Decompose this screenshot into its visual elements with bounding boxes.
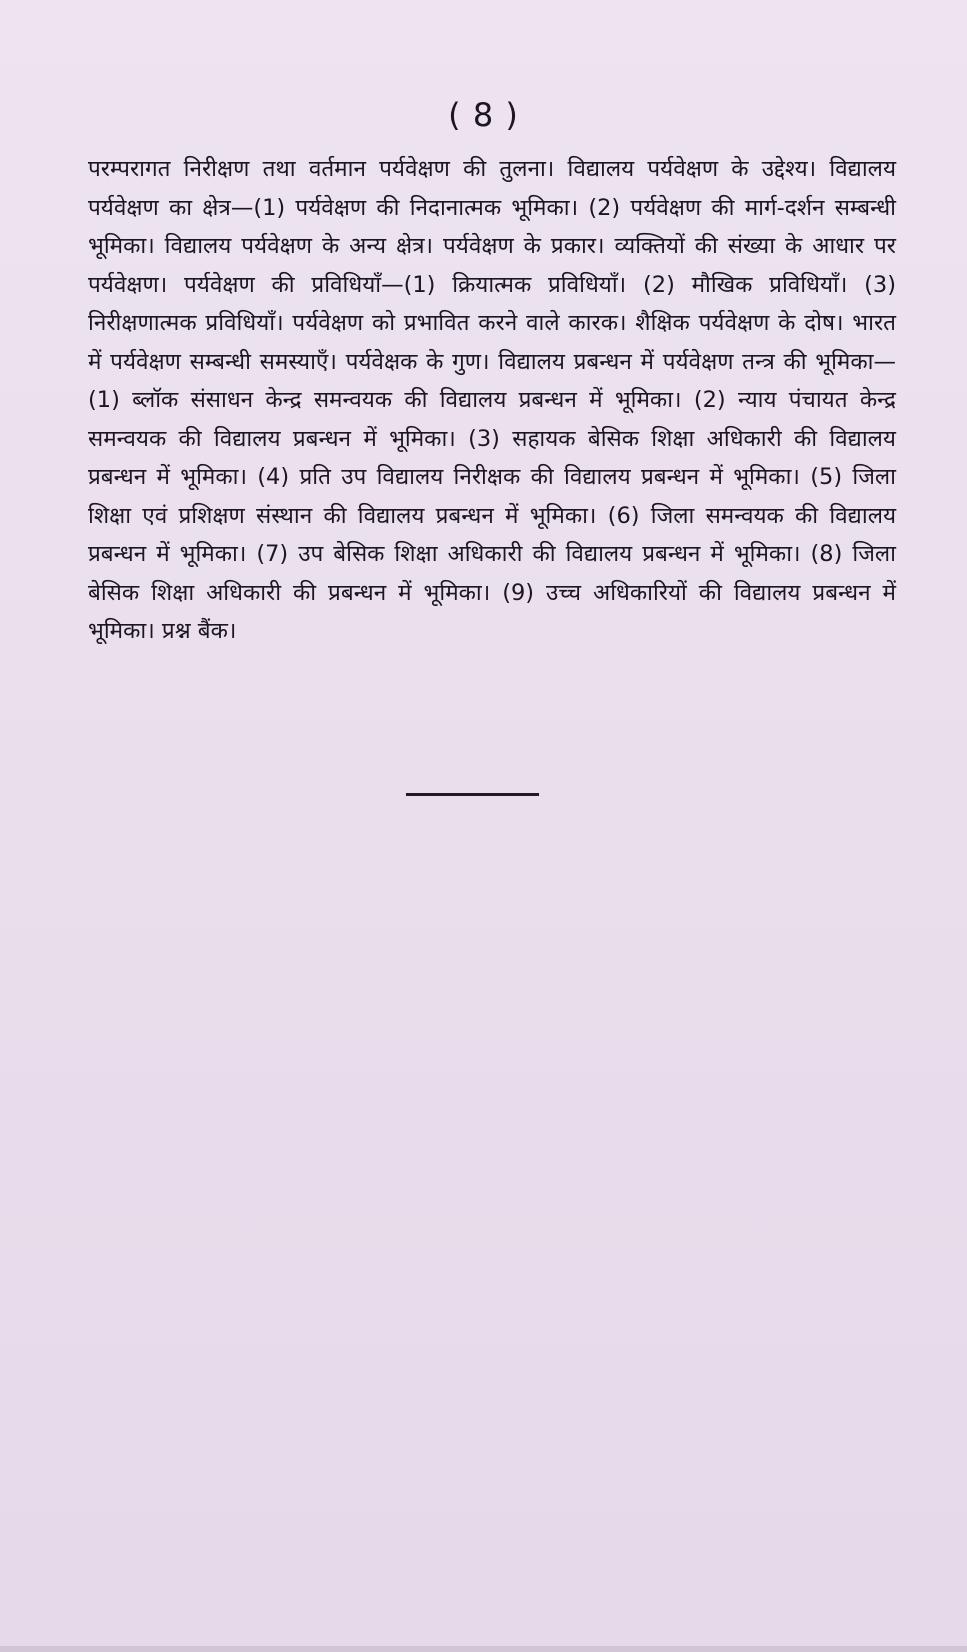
contents-paragraph: परम्परागत निरीक्षण तथा वर्तमान पर्यवेक्षण की तुलना। विद्यालय पर्यवेक्षण के उद्देश्य। विद्यालय पर्यवेक्षण का क्षेत्र—(1) पर्यवेक्षण की निदानात्मक भूमिका। (2) पर्यवेक्षण की मार्ग-दर्शन सम्बन्धी भूमिका। विद्यालय पर्यवेक्षण के अन्य क्षेत्र। पर्यवेक्षण के प्रकार। व्यक्तियों की संख्या के आधार पर पर्यवेक्षण। पर्यवेक्षण की प्रविधियाँ—(1) क्रियात्मक प्रविधियाँ। (2) मौखिक प्रविधियाँ। (3) निरीक्षणात्मक प्रविधियाँ। पर्यवेक्षण को प्रभावित करने वाले कारक। शैक्षिक पर्यवेक्षण के दोष। भारत में पर्यवेक्षण सम्बन्धी समस्याएँ। पर्यवेक्षक के गुण। विद्यालय प्रबन्धन में पर्यवेक्षण तन्त्र की भूमिका—(1) ब्लॉक संसाधन केन्द्र समन्वयक की विद्यालय प्रबन्धन में भूमिका। (2) न्याय पंचायत केन्द्र समन्वयक की विद्यालय प्रबन्धन में भूमिका। (3) सहायक बेसिक शिक्षा अधिकारी की विद्यालय प्रबन्धन में भूमिका। (4) प्रति उप विद्यालय निरीक्षक की विद्यालय प्रबन्धन में भूमिका। (5) जिला शिक्षा एवं प्रशिक्षण संस्थान की विद्यालय प्रबन्धन में भूमिका। (6) जिला समन्वयक की विद्यालय प्रबन्धन में भूमिका। (7) उप बेसिक शिक्षा अधिकारी की विद्यालय प्रबन्धन में भूमिका। (8) जिला बेसिक शिक्षा अधिकारी की प्रबन्धन में भूमिका। (9) उच्च अधिकारियों की विद्यालय प्रबन्धन में भूमिका। प्रश्न बैंक। (88, 156, 896, 644)
page-number: ( 8 ) (448, 96, 519, 134)
end-divider-rule (406, 793, 539, 796)
page-bottom-edge (0, 1646, 967, 1652)
